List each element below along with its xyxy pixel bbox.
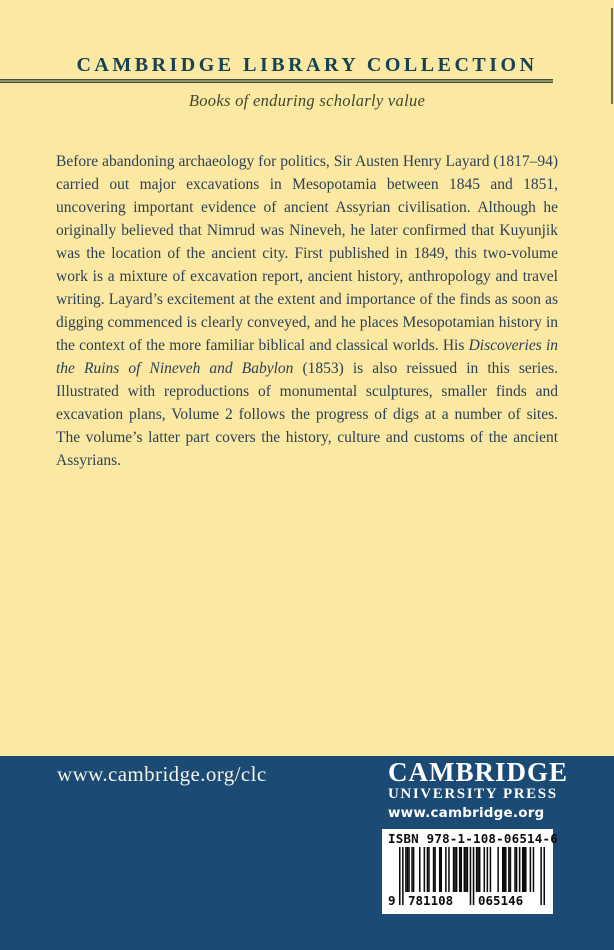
collection-title: CAMBRIDGE LIBRARY COLLECTION (76, 54, 538, 76)
collection-tagline: Books of enduring scholarly value (188, 91, 426, 110)
clc-url: www.cambridge.org/clc (57, 762, 267, 786)
publisher-subtitle: UNIVERSITY PRESS (388, 786, 558, 802)
footer-band (0, 756, 614, 950)
scan-edge-artifact (611, 8, 613, 104)
blurb-text-lead: Before abandoning archaeology for politics, Sir Austen Henry Layard (1817–94) carried out major excavations in Mesopotamia between 1845 and 1851, uncovering important evidence of ancient Assyrian civilisation. Although he originally believed that Nimrud was Nineveh, he later confirmed that Kuyunjik was the location of the ancient city. First published in 1849, this two-volume work is a mixture of excavation report, ancient history, anthropology and travel writing. Layard’s excitement at the extent and importance of the finds as soon as digging commenced is clearly conveyed, and he places Mesopotamian history in the context of the more familiar biblical and classical worlds. His (56, 153, 558, 354)
publisher-logo (388, 759, 568, 823)
book-blurb (56, 150, 558, 472)
blurb-text-tail: (1853) is also reissued in this series. Illustrated with reproductions of monumental sculptures, smaller finds and excavation plans, Volume 2 follows the progress of digs at a number of sites. The volume’s latter part covers the history, culture and customs of the ancient Assyrians. (56, 360, 558, 469)
isbn-barcode (388, 847, 545, 908)
barcode-digit-group: 781108 (408, 893, 454, 908)
barcode-digit-group: 9 (388, 893, 396, 908)
blurb-book-title-italic: Discoveries in the Ruins of Nineveh and Babylon (56, 337, 558, 377)
isbn-panel (382, 829, 558, 914)
barcode-digit-group: 065146 (478, 893, 524, 908)
publisher-name: CAMBRIDGE (388, 757, 569, 787)
publisher-url: www.cambridge.org (388, 805, 545, 821)
isbn-number: ISBN 978-1-108-06514-6 (388, 831, 558, 846)
header-rule (0, 79, 553, 83)
